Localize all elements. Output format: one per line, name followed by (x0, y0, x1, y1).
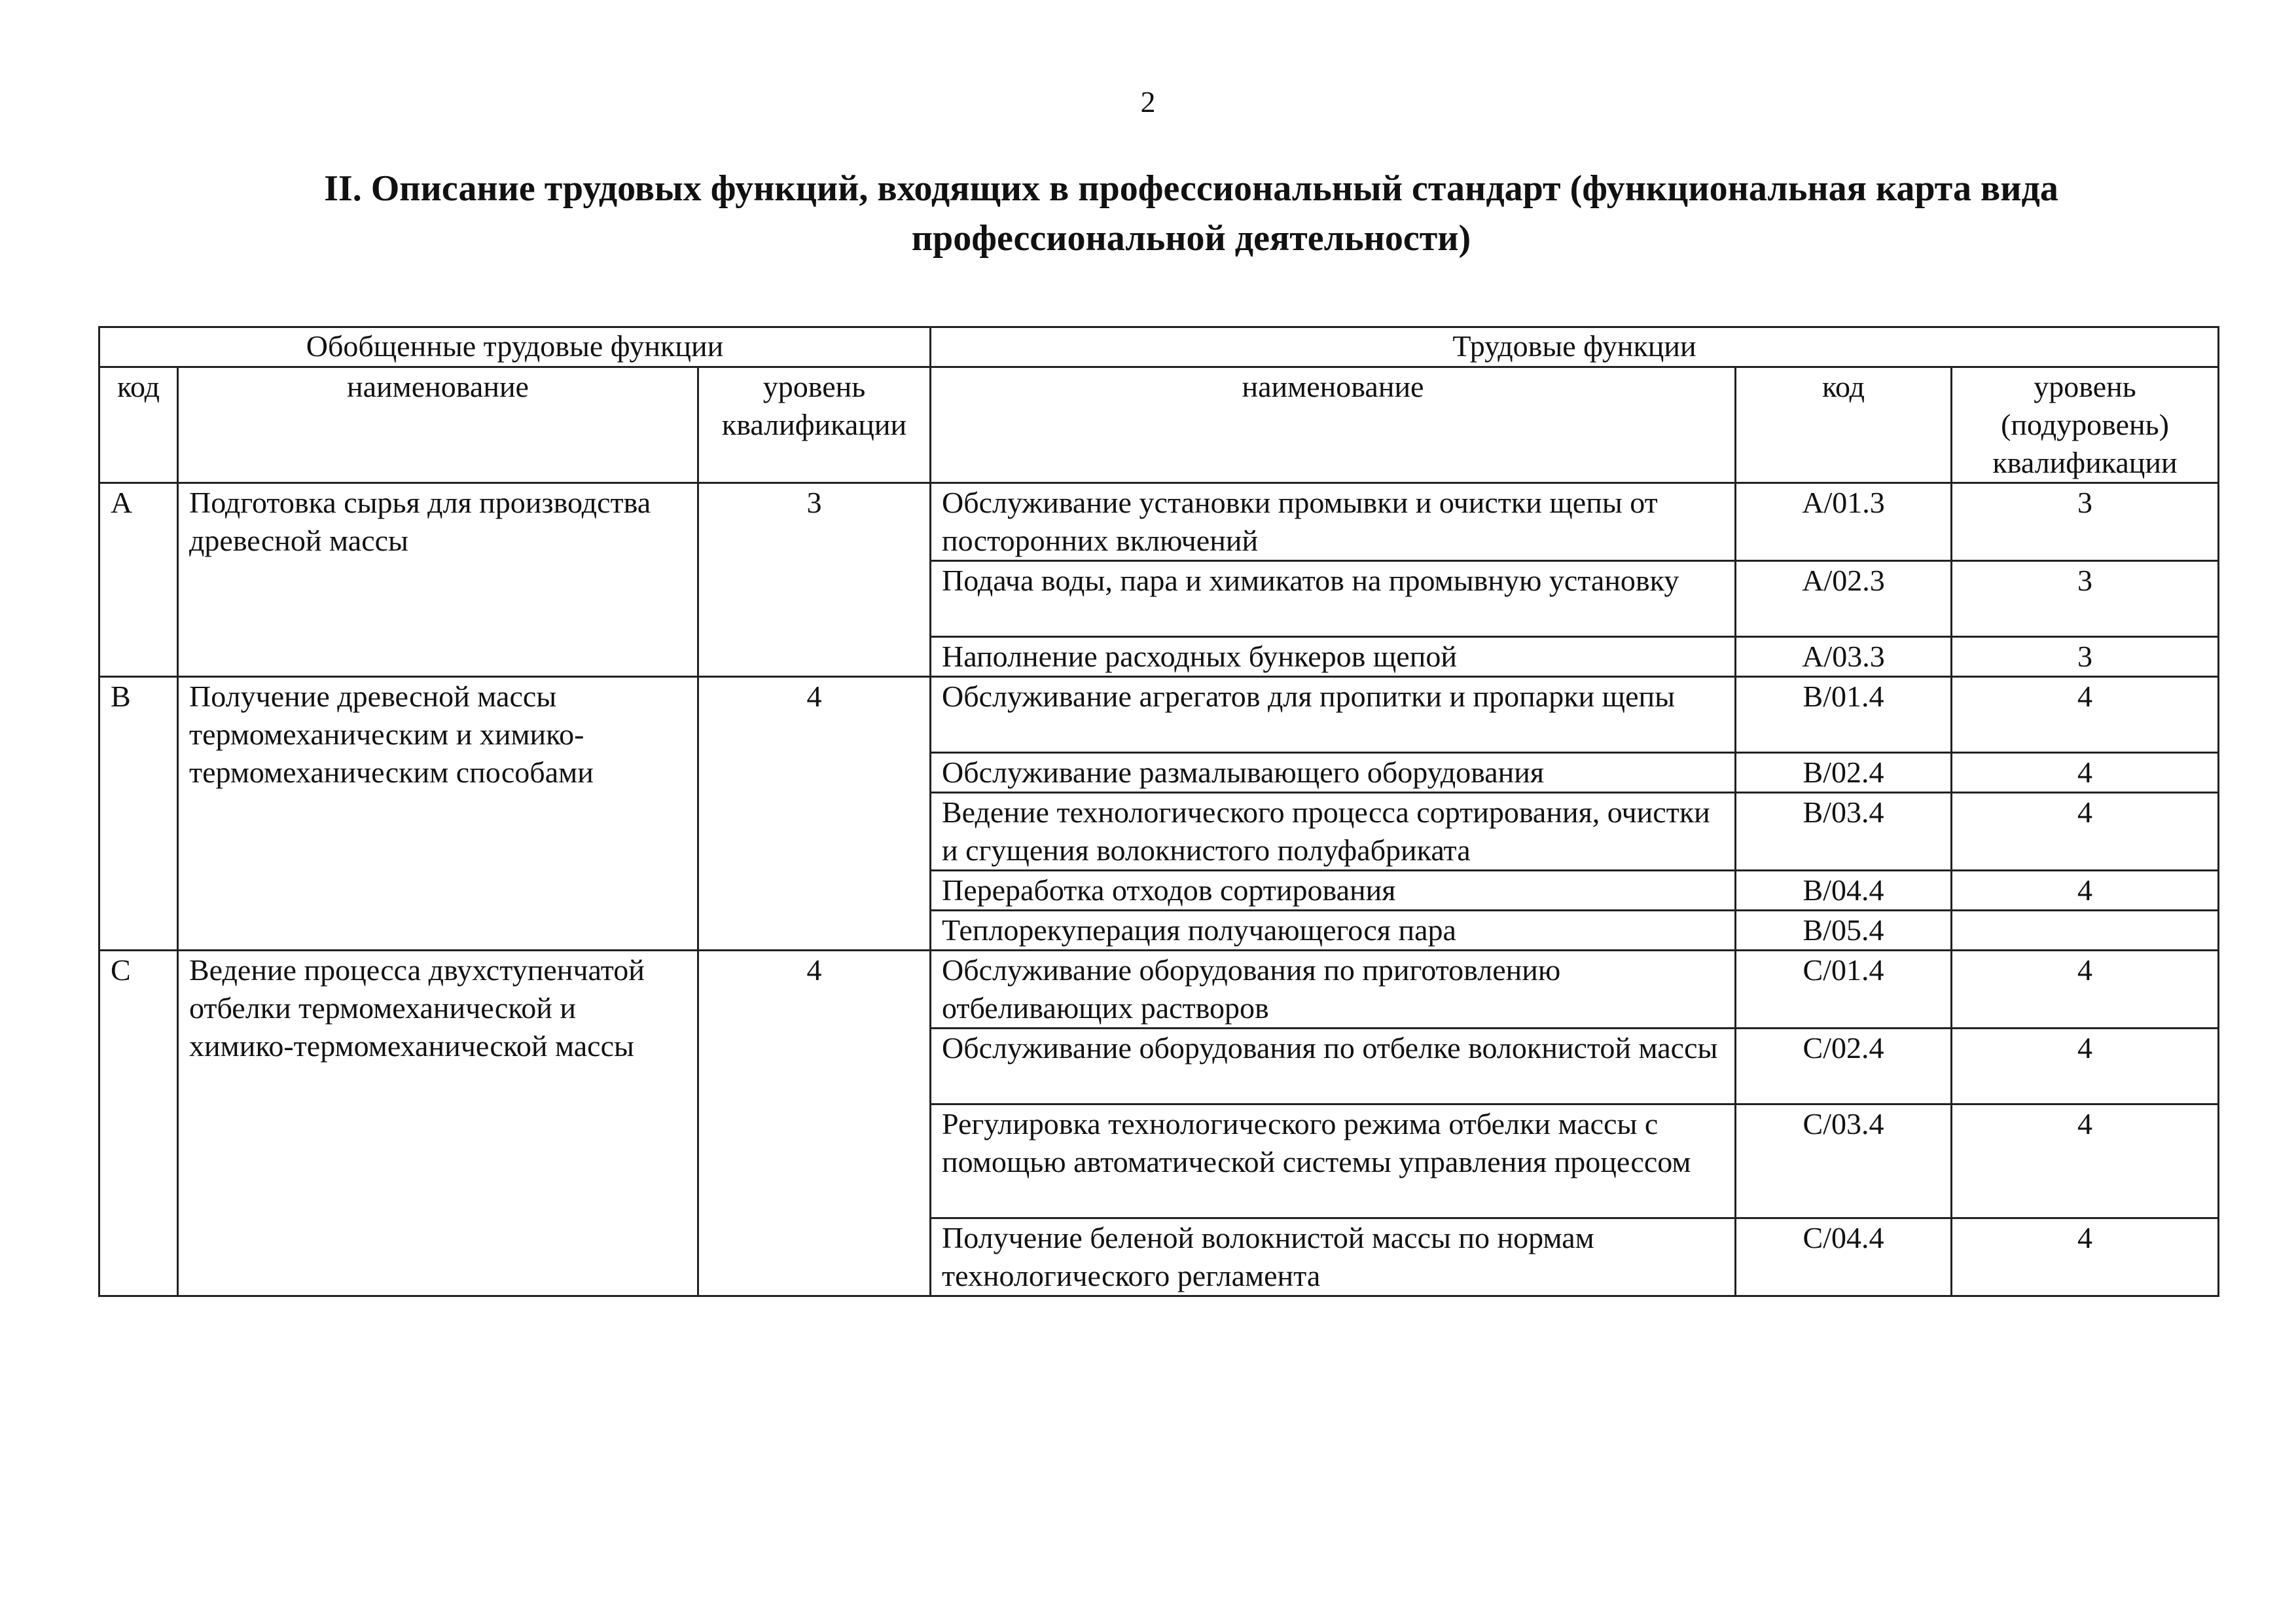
group-level-cell: 4 (698, 677, 931, 951)
group-name-cell: Ведение процесса двухступенчатой отбелки термомеханической и химико-термомеханической массы (178, 951, 698, 1296)
col-header-function-name: наименование (931, 367, 1736, 483)
section-title: II. Описание трудовых функций, входящих в профессиональный стандарт (функциональная карта вида профессиональной деятельности) (324, 168, 2058, 259)
group-level-cell: 4 (698, 951, 931, 1296)
function-name-cell: Переработка отходов сортирования (931, 871, 1736, 911)
function-code-cell: A/02.3 (1736, 561, 1952, 637)
table-row (99, 951, 2219, 1029)
function-level-cell: 4 (1952, 871, 2219, 911)
group-name-cell: Получение древесной массы термомеханическим и химико-термомеханическим способами (178, 677, 698, 951)
col-header-level: уровень квалификации (698, 367, 931, 483)
function-code-cell: B/02.4 (1736, 753, 1952, 793)
group-code-cell: C (99, 951, 178, 1296)
function-name-cell: Наполнение расходных бункеров щепой (931, 637, 1736, 677)
function-level-cell: 4 (1952, 951, 2219, 1029)
function-level-cell: 4 (1952, 753, 2219, 793)
labor-functions-header: Трудовые функции (931, 327, 2219, 367)
function-code-cell: C/04.4 (1736, 1218, 1952, 1296)
group-code-cell: A (99, 483, 178, 677)
function-name-cell: Обслуживание оборудования по отбелке волокнистой массы (931, 1029, 1736, 1104)
function-level-cell (1952, 911, 2219, 951)
table-row (99, 677, 2219, 753)
col-header-function-code: код (1736, 367, 1952, 483)
function-name-cell: Регулировка технологического режима отбелки массы с помощью автоматической системы управления процессом (931, 1104, 1736, 1218)
function-code-cell: B/03.4 (1736, 793, 1952, 871)
function-level-cell: 4 (1952, 677, 2219, 753)
functional-map-table (98, 326, 2219, 1297)
function-level-cell: 3 (1952, 483, 2219, 561)
function-level-cell: 4 (1952, 1029, 2219, 1104)
col-header-function-level: уровень (подуровень) квалификации (1952, 367, 2219, 483)
function-name-cell: Обслуживание агрегатов для пропитки и пропарки щепы (931, 677, 1736, 753)
function-name-cell: Теплорекуперация получающегося пара (931, 911, 1736, 951)
function-level-cell: 4 (1952, 1104, 2219, 1218)
col-header-name: наименование (178, 367, 698, 483)
page-number: 2 (1140, 85, 1156, 119)
function-level-cell: 3 (1952, 637, 2219, 677)
function-level-cell: 4 (1952, 1218, 2219, 1296)
group-header-row (99, 327, 2219, 367)
function-code-cell: A/01.3 (1736, 483, 1952, 561)
function-level-cell: 3 (1952, 561, 2219, 637)
group-name-cell: Подготовка сырья для производства древесной массы (178, 483, 698, 677)
function-level-cell: 4 (1952, 793, 2219, 871)
function-code-cell: B/01.4 (1736, 677, 1952, 753)
function-code-cell: C/01.4 (1736, 951, 1952, 1029)
function-name-cell: Обслуживание оборудования по приготовлению отбеливающих растворов (931, 951, 1736, 1029)
function-code-cell: B/04.4 (1736, 871, 1952, 911)
function-code-cell: C/03.4 (1736, 1104, 1952, 1218)
generalized-functions-header: Обобщенные трудовые функции (99, 327, 931, 367)
function-code-cell: B/05.4 (1736, 911, 1952, 951)
function-name-cell: Обслуживание установки промывки и очистки щепы от посторонних включений (931, 483, 1736, 561)
function-name-cell: Ведение технологического процесса сортирования, очистки и сгущения волокнистого полуфабриката (931, 793, 1736, 871)
table-row (99, 483, 2219, 561)
function-code-cell: C/02.4 (1736, 1029, 1952, 1104)
group-level-cell: 3 (698, 483, 931, 677)
group-code-cell: B (99, 677, 178, 951)
column-header-row (99, 367, 2219, 483)
col-header-code: код (99, 367, 178, 483)
function-code-cell: A/03.3 (1736, 637, 1952, 677)
function-name-cell: Получение беленой волокнистой массы по нормам технологического регламента (931, 1218, 1736, 1296)
function-name-cell: Подача воды, пара и химикатов на промывную установку (931, 561, 1736, 637)
function-name-cell: Обслуживание размалывающего оборудования (931, 753, 1736, 793)
